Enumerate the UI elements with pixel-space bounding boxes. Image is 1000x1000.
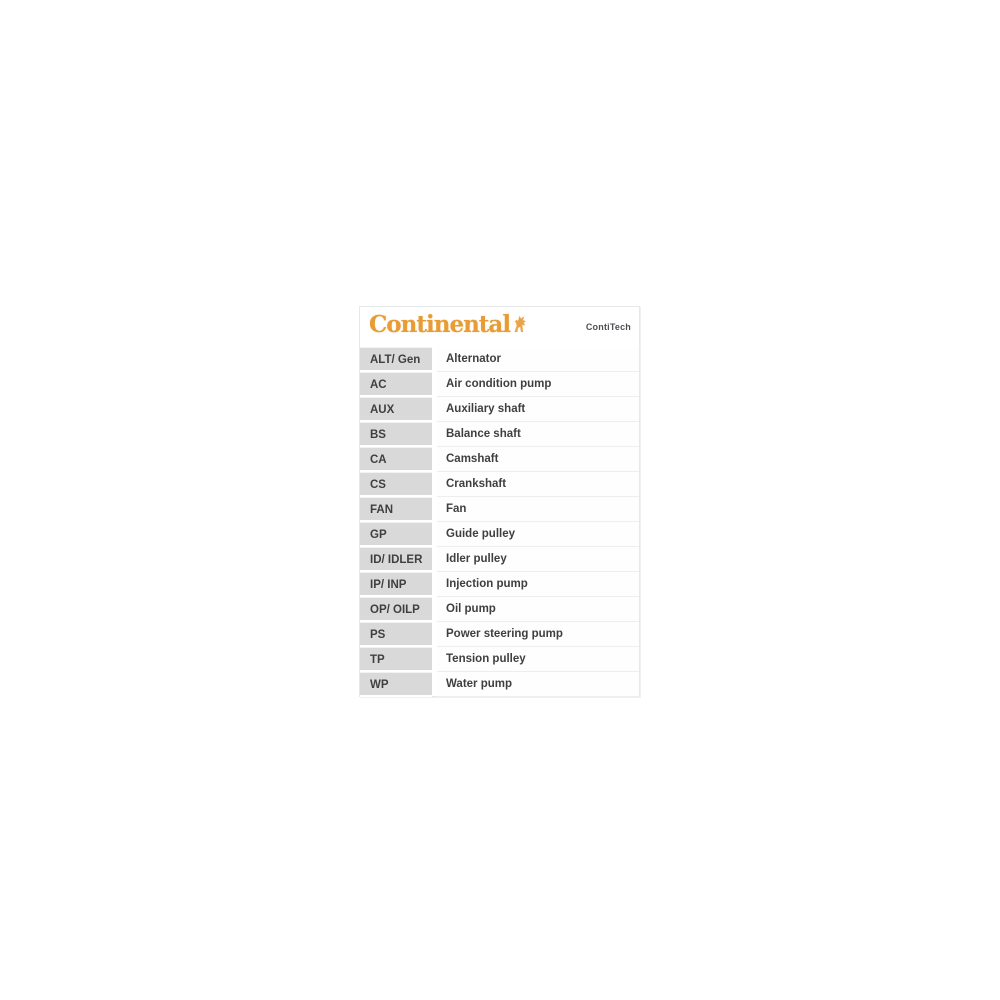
abbreviation-cell: OP/ OILP (360, 597, 432, 622)
description-cell: Guide pulley (437, 522, 639, 547)
description-cell: Alternator (437, 347, 639, 372)
table-row (360, 372, 639, 397)
description-cell: Injection pump (437, 572, 639, 597)
table-row (360, 472, 639, 497)
table-row (360, 497, 639, 522)
brand-wordmark: Continental (369, 311, 511, 338)
table-row (360, 622, 639, 647)
table-row (360, 522, 639, 547)
abbreviation-cell: CS (360, 472, 432, 497)
abbreviation-cell: ID/ IDLER (360, 547, 432, 572)
continental-horse-icon (511, 314, 528, 333)
abbreviation-cell: BS (360, 422, 432, 447)
table-row (360, 597, 639, 622)
table-row (360, 347, 639, 372)
table-row (360, 397, 639, 422)
abbreviation-cell: GP (360, 522, 432, 547)
table-row (360, 647, 639, 672)
abbreviation-table (360, 347, 639, 697)
abbreviation-cell: CA (360, 447, 432, 472)
abbreviation-cell: FAN (360, 497, 432, 522)
abbreviation-cell: TP (360, 647, 432, 672)
description-cell: Fan (437, 497, 639, 522)
legend-card (359, 306, 640, 697)
continental-logo (369, 312, 528, 338)
abbreviation-cell: AUX (360, 397, 432, 422)
abbreviation-cell: IP/ INP (360, 572, 432, 597)
description-cell: Balance shaft (437, 422, 639, 447)
abbreviation-cell: WP (360, 672, 432, 697)
table-row (360, 422, 639, 447)
description-cell: Air condition pump (437, 372, 639, 397)
table-row (360, 572, 639, 597)
description-cell: Auxiliary shaft (437, 397, 639, 422)
table-row (360, 447, 639, 472)
description-cell: Camshaft (437, 447, 639, 472)
abbreviation-cell: AC (360, 372, 432, 397)
description-cell: Water pump (437, 672, 639, 697)
table-row (360, 672, 639, 697)
table-row (360, 547, 639, 572)
description-cell: Idler pulley (437, 547, 639, 572)
brand-header (360, 307, 639, 347)
abbreviation-cell: ALT/ Gen (360, 347, 432, 372)
description-cell: Oil pump (437, 597, 639, 622)
abbreviation-cell: PS (360, 622, 432, 647)
description-cell: Crankshaft (437, 472, 639, 497)
description-cell: Power steering pump (437, 622, 639, 647)
contitech-label: ContiTech (585, 322, 631, 332)
description-cell: Tension pulley (437, 647, 639, 672)
